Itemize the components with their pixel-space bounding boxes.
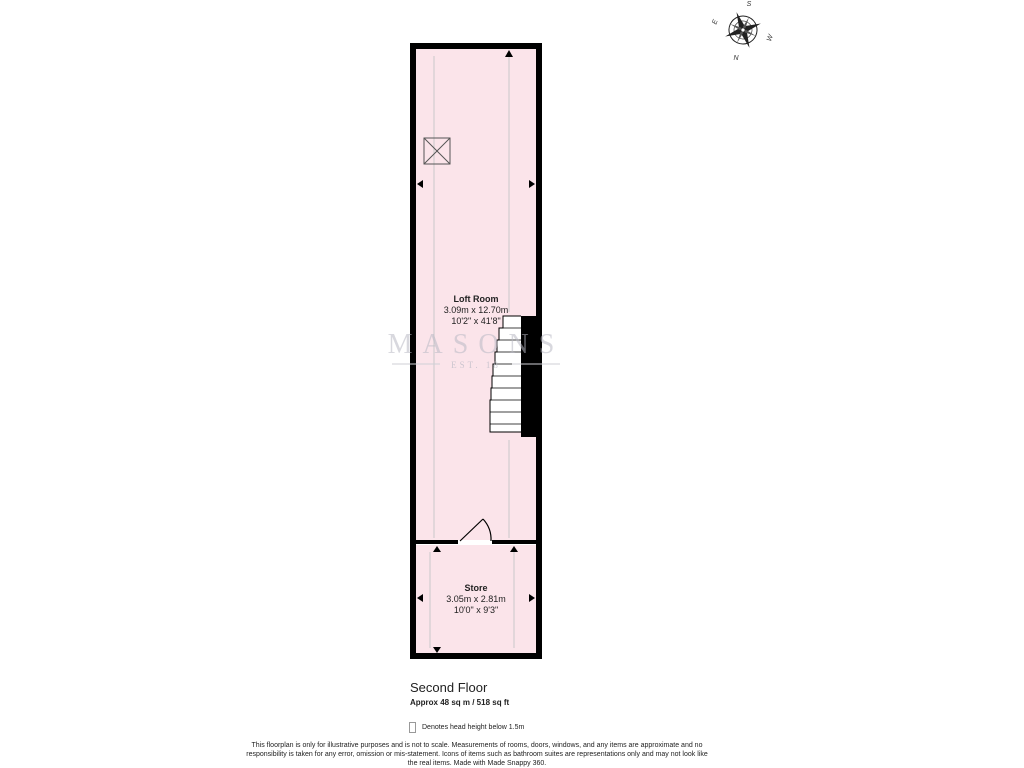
store-metric: 3.05m x 2.81m	[446, 594, 506, 604]
disclaimer: This floorplan is only for illustrative purposes and is not to scale. Measurements of rooms, doors, windows, and any items are approximate and no responsibility is taken for any error, omission or mis-statement. Icons of items such as bathroom suites are representations only and may not look like the real items. Made with Made Snappy 360.	[246, 742, 708, 767]
legend-label: Denotes head height below 1.5m	[422, 724, 525, 731]
head-height-legend	[409, 722, 524, 733]
compass-west-letter: W	[766, 33, 775, 43]
floor-title: Second Floor	[410, 680, 488, 695]
compass-east-letter: E	[711, 18, 720, 26]
compass-south-letter: S	[746, 1, 752, 8]
compass-north-letter: N	[733, 55, 739, 62]
loft-room-imperial: 10'2" x 41'8"	[451, 316, 501, 326]
legend-swatch	[409, 722, 416, 733]
floor-area: Approx 48 sq m / 518 sq ft	[410, 698, 510, 707]
masons-watermark	[388, 329, 565, 370]
loft-room-metric: 3.09m x 12.70m	[443, 305, 509, 315]
store-imperial: 10'0" x 9'3"	[453, 605, 499, 615]
loft-room-name: Loft Room	[453, 294, 499, 304]
watermark-tagline: EST. 18	[451, 360, 501, 370]
watermark-brand: MASONS	[387, 329, 565, 360]
compass-rose-icon	[719, 6, 768, 55]
store-name: Store	[464, 583, 488, 593]
